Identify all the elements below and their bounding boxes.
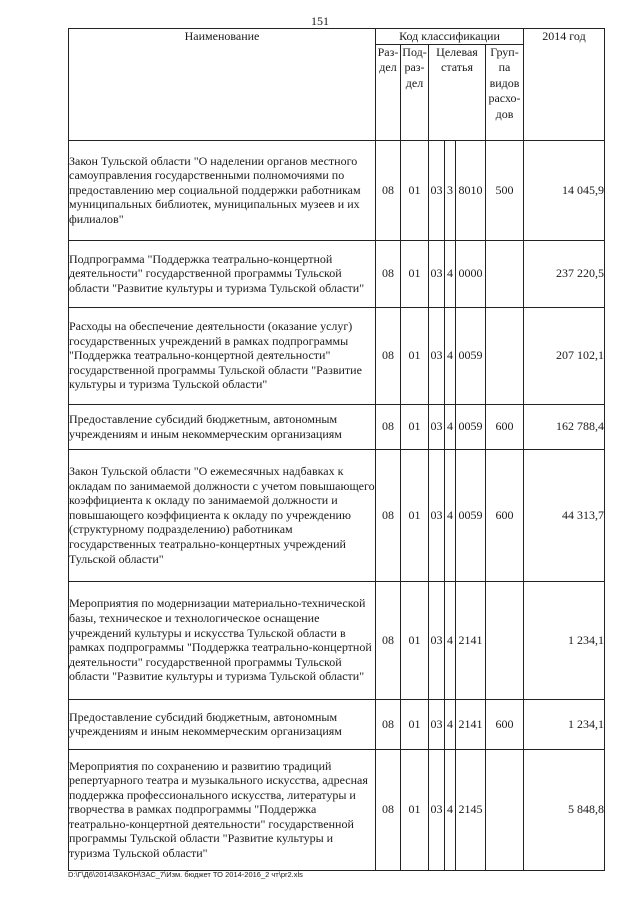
row-target-subprogram: 3 [445,140,456,240]
row-razdel: 08 [376,749,401,870]
row-razdel: 08 [376,699,401,749]
row-target-subprogram: 4 [445,699,456,749]
row-target-program: 03 [429,581,445,699]
budget-table [68,28,605,871]
row-podrazdel: 01 [401,307,429,404]
row-amount: 5 848,8 [524,749,605,870]
row-expense-type: 500 [486,140,524,240]
table-body [69,140,605,870]
row-name: Подпрограмма "Поддержка театрально-концертной деятельности" государственной программы Тульской области "Развитие культуры и туризма Тульской области" [69,240,376,307]
row-podrazdel: 01 [401,404,429,449]
row-target-direction: 8010 [456,140,486,240]
row-target-subprogram: 4 [445,307,456,404]
header-razdel: Раз- дел [376,44,401,140]
row-target-program: 03 [429,140,445,240]
row-target-direction: 0059 [456,404,486,449]
row-amount: 1 234,1 [524,699,605,749]
row-amount: 1 234,1 [524,581,605,699]
header-name: Наименование [69,29,376,141]
row-amount: 237 220,5 [524,240,605,307]
row-name: Предоставление субсидий бюджетным, автономным учреждениям и иным некоммерческим организациям [69,404,376,449]
row-podrazdel: 01 [401,240,429,307]
row-amount: 14 045,9 [524,140,605,240]
row-target-direction: 2141 [456,699,486,749]
row-expense-type [486,240,524,307]
row-razdel: 08 [376,404,401,449]
row-expense-type: 600 [486,449,524,581]
row-podrazdel: 01 [401,449,429,581]
row-target-subprogram: 4 [445,404,456,449]
table-row [69,749,605,870]
row-target-direction: 0059 [456,307,486,404]
row-target-program: 03 [429,449,445,581]
row-target-direction: 2141 [456,581,486,699]
header-podrazdel: Под- раз- дел [401,44,429,140]
row-razdel: 08 [376,307,401,404]
row-name: Предоставление субсидий бюджетным, автономным учреждениям и иным некоммерческим организациям [69,699,376,749]
row-target-program: 03 [429,749,445,870]
row-target-subprogram: 4 [445,449,456,581]
table-row [69,449,605,581]
row-target-program: 03 [429,307,445,404]
row-name: Закон Тульской области "О ежемесячных надбавках к окладам по занимаемой должности с учетом повышающего коэффициента к окладу по занимаемой должности и повышающего коэффициента к окладу по учреждению (структурному подразделению) работникам государственных театрально-концертных учреждений Тульской области" [69,449,376,581]
row-expense-type: 600 [486,699,524,749]
page-number: 151 [311,14,329,28]
row-razdel: 08 [376,449,401,581]
row-name: Мероприятия по модернизации материально-технической базы, техническое и технологическое оснащение учреждений культуры и искусства Тульской области в рамках подпрограммы "Поддержка театрально-концертной деятельности" государственной программы Тульской области "Развитие культуры и туризма Тульской области" [69,581,376,699]
row-target-subprogram: 4 [445,749,456,870]
row-target-direction: 0000 [456,240,486,307]
file-path-footer: D:\Г\Д6\2014\ЗАКОН\ЗАС_7\Изм. бюджет ТО 2014-2016_2 чт\pr2.xls [68,870,303,879]
row-razdel: 08 [376,140,401,240]
row-podrazdel: 01 [401,699,429,749]
row-podrazdel: 01 [401,749,429,870]
row-name: Расходы на обеспечение деятельности (оказание услуг) государственных учреждений в рамках подпрограммы "Поддержка театрально-концертной деятельности" государственной программы Тульской области "Развитие культуры и туризма Тульской области" [69,307,376,404]
row-amount: 162 788,4 [524,404,605,449]
row-target-subprogram: 4 [445,581,456,699]
row-expense-type: 600 [486,404,524,449]
row-expense-type [486,749,524,870]
row-target-direction: 0059 [456,449,486,581]
header-celevaya: Целевая статья [429,44,486,140]
table-row [69,307,605,404]
row-target-subprogram: 4 [445,240,456,307]
header-code-classification: Код классификации [376,29,524,45]
row-amount: 44 313,7 [524,449,605,581]
row-name: Закон Тульской области "О наделении органов местного самоуправления государственными полномочиями по предоставлению мер социальной поддержки работникам муниципальных библиотек, муниципальных музеев и их филиалов" [69,140,376,240]
header-gruppa: Груп- па видов расхо- дов [486,44,524,140]
row-razdel: 08 [376,240,401,307]
table-row [69,240,605,307]
row-target-direction: 2145 [456,749,486,870]
row-target-program: 03 [429,240,445,307]
table-row [69,404,605,449]
row-razdel: 08 [376,581,401,699]
row-podrazdel: 01 [401,140,429,240]
row-podrazdel: 01 [401,581,429,699]
header-year: 2014 год [524,29,605,141]
row-target-program: 03 [429,404,445,449]
row-amount: 207 102,1 [524,307,605,404]
table-row [69,140,605,240]
table-row [69,699,605,749]
row-target-program: 03 [429,699,445,749]
table-row [69,581,605,699]
row-name: Мероприятия по сохранению и развитию традиций репертуарного театра и музыкального искусства, адресная поддержка профессионального искусства, литературы и творчества в рамках подпрограммы "Поддержка театрально-концертной деятельности" государственной программы Тульской области "Развитие культуры и туризма Тульской области" [69,749,376,870]
row-expense-type [486,307,524,404]
row-expense-type [486,581,524,699]
